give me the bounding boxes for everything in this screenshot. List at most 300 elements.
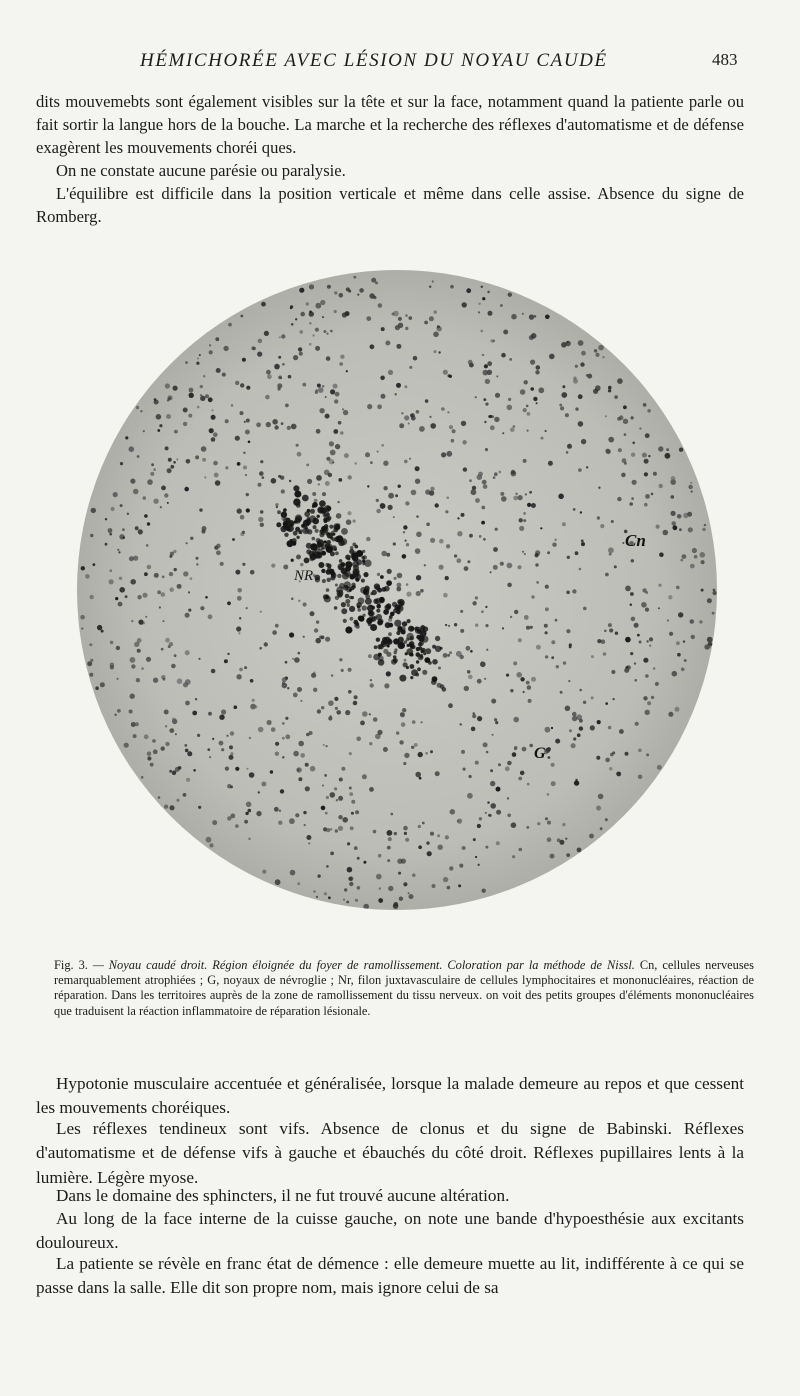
stained-cell <box>568 680 570 682</box>
stained-cell <box>555 539 557 541</box>
stained-cell <box>527 430 529 432</box>
stained-cell <box>161 592 166 597</box>
stained-cell <box>381 551 387 557</box>
stained-cell <box>481 661 483 663</box>
stained-cell <box>305 763 309 767</box>
stained-cell <box>479 535 482 538</box>
cluster-cell <box>399 675 406 682</box>
stained-cell <box>512 752 517 757</box>
stained-cell <box>295 318 297 320</box>
stained-cell <box>277 387 280 390</box>
stained-cell <box>113 492 118 497</box>
stained-cell <box>282 737 285 740</box>
stained-cell <box>432 280 434 282</box>
stained-cell <box>658 607 660 609</box>
stained-cell <box>339 362 343 366</box>
stained-cell <box>369 713 371 715</box>
stained-cell <box>363 861 366 864</box>
stained-cell <box>690 619 695 624</box>
stained-cell <box>213 432 218 437</box>
stained-cell <box>246 493 249 496</box>
stained-cell <box>330 330 333 333</box>
stained-cell <box>548 756 551 759</box>
stained-cell <box>302 383 306 387</box>
stained-cell <box>337 501 339 503</box>
stained-cell <box>377 573 380 576</box>
stained-cell <box>713 591 717 595</box>
stained-cell <box>193 769 196 772</box>
stained-cell <box>480 330 483 333</box>
stained-cell <box>520 677 524 681</box>
stained-cell <box>200 394 202 396</box>
stained-cell <box>201 446 207 452</box>
stained-cell <box>282 682 285 685</box>
cluster-cell <box>344 581 351 588</box>
stained-cell <box>452 429 456 433</box>
stained-cell <box>565 838 567 840</box>
stained-cell <box>619 729 624 734</box>
stained-cell <box>449 425 453 429</box>
stained-cell <box>105 518 107 520</box>
stained-cell <box>87 661 92 666</box>
stained-cell <box>281 334 285 338</box>
stained-cell <box>547 837 552 842</box>
stained-cell <box>211 409 213 411</box>
stained-cell <box>481 610 484 613</box>
stained-cell <box>518 777 522 781</box>
stained-cell <box>215 337 219 341</box>
cluster-cell <box>355 622 359 626</box>
stained-cell <box>475 596 478 599</box>
stained-cell <box>608 547 614 553</box>
stained-cell <box>409 366 412 369</box>
stained-cell <box>343 899 345 901</box>
stained-cell <box>225 767 229 771</box>
stained-cell <box>350 826 354 830</box>
stained-cell <box>529 491 532 494</box>
stained-cell <box>566 591 570 595</box>
stained-cell <box>168 458 172 462</box>
stained-cell <box>257 352 262 357</box>
stained-cell <box>208 712 212 716</box>
cluster-cell <box>347 604 350 607</box>
stained-cell <box>567 444 572 449</box>
stained-cell <box>502 432 504 434</box>
stained-cell <box>551 640 555 644</box>
stained-cell <box>623 405 627 409</box>
stained-cell <box>644 472 648 476</box>
stained-cell <box>490 571 492 573</box>
stained-cell <box>219 715 224 720</box>
cluster-cell <box>362 614 365 617</box>
stained-cell <box>378 898 383 903</box>
stained-cell <box>540 527 542 529</box>
stained-cell <box>406 592 411 597</box>
stained-cell <box>527 412 531 416</box>
cluster-cell <box>349 574 353 578</box>
caption-text: Cn, cellules nerveuses remarquablement atrophiées ; G, noyaux de névroglie ; Nr, filon juxtavasculaire de cellules lymphocitaires et mononucléaires, réaction de réparation. Dans les territoires auprès de la zone de ramollissement du tissu nerveux. on voit des petits groupes d'éléments mononucléaires que traduisent la réaction inflammatoire de réparation lésionale. <box>54 958 754 1018</box>
stained-cell <box>509 358 512 361</box>
stained-cell <box>598 794 604 800</box>
stained-cell <box>405 540 407 542</box>
stained-cell <box>309 322 311 324</box>
stained-cell <box>303 636 305 638</box>
stained-cell <box>127 513 129 515</box>
stained-cell <box>247 768 249 770</box>
cluster-cell <box>312 544 316 548</box>
stained-cell <box>458 884 461 887</box>
stained-cell <box>512 855 515 858</box>
stained-cell <box>246 419 250 423</box>
stained-cell <box>381 444 384 447</box>
stained-cell <box>147 522 150 525</box>
stained-cell <box>300 330 304 334</box>
stained-cell <box>169 587 174 592</box>
cluster-cell <box>345 594 350 599</box>
stained-cell <box>549 354 555 360</box>
cluster-cell <box>378 659 385 666</box>
stained-cell <box>400 712 405 717</box>
stained-cell <box>189 388 194 393</box>
stained-cell <box>288 375 292 379</box>
stained-cell <box>538 387 544 393</box>
stained-cell <box>614 395 618 399</box>
stained-cell <box>490 781 495 786</box>
stained-cell <box>214 473 219 478</box>
stained-cell <box>296 444 299 447</box>
stained-cell <box>138 620 143 625</box>
stained-cell <box>469 775 472 778</box>
stained-cell <box>167 395 172 400</box>
stained-cell <box>357 886 361 890</box>
stained-cell <box>154 573 159 578</box>
cluster-cell <box>322 579 326 583</box>
stained-cell <box>282 722 285 725</box>
cluster-cell <box>356 559 362 565</box>
stained-cell <box>494 472 498 476</box>
stained-cell <box>370 461 373 464</box>
stained-cell <box>334 291 337 294</box>
stained-cell <box>611 670 615 674</box>
stained-cell <box>422 822 425 825</box>
stained-cell <box>129 556 134 561</box>
stained-cell <box>387 569 392 574</box>
stained-cell <box>566 451 569 454</box>
stained-cell <box>161 648 164 651</box>
stained-cell <box>349 787 352 790</box>
cluster-cell <box>345 599 350 604</box>
stained-cell <box>186 459 191 464</box>
stained-cell <box>477 679 482 684</box>
stained-cell <box>434 350 437 353</box>
stained-cell <box>336 710 341 715</box>
stained-cell <box>631 416 634 419</box>
cluster-cell <box>316 552 323 559</box>
stained-cell <box>351 812 354 815</box>
stained-cell <box>199 354 201 356</box>
stained-cell <box>501 353 506 358</box>
stained-cell <box>500 304 503 307</box>
stained-cell <box>220 562 224 566</box>
stained-cell <box>388 886 393 891</box>
stained-cell <box>581 542 585 546</box>
stained-cell <box>424 564 426 566</box>
stained-cell <box>328 716 332 720</box>
cluster-cell <box>276 522 281 527</box>
stained-cell <box>303 602 307 606</box>
cluster-cell <box>363 572 368 577</box>
stained-cell <box>485 624 488 627</box>
cluster-cell <box>345 566 351 572</box>
stained-cell <box>573 508 576 511</box>
stained-cell <box>292 658 294 660</box>
stained-cell <box>120 462 123 465</box>
stained-cell <box>291 597 294 600</box>
stained-cell <box>510 689 513 692</box>
stained-cell <box>313 672 315 674</box>
stained-cell <box>370 679 372 681</box>
stained-cell <box>324 892 327 895</box>
stained-cell <box>659 484 663 488</box>
stained-cell <box>314 499 318 503</box>
stained-cell <box>507 761 512 766</box>
stained-cell <box>200 396 205 401</box>
stained-cell <box>429 490 434 495</box>
stained-cell <box>267 374 272 379</box>
stained-cell <box>354 846 358 850</box>
stained-cell <box>403 531 405 533</box>
stained-cell <box>638 775 643 780</box>
cluster-cell <box>352 543 356 547</box>
stained-cell <box>630 604 632 606</box>
stained-cell <box>254 705 257 708</box>
cluster-cell <box>318 562 324 568</box>
stained-cell <box>165 742 169 746</box>
stained-cell <box>478 303 480 305</box>
stained-cell <box>651 696 654 699</box>
cluster-cell <box>371 606 375 610</box>
stained-cell <box>169 805 174 810</box>
stained-cell <box>496 841 500 845</box>
stained-cell <box>629 502 633 506</box>
stained-cell <box>293 693 298 698</box>
stained-cell <box>449 866 453 870</box>
stained-cell <box>153 678 158 683</box>
stained-cell <box>383 486 387 490</box>
stained-cell <box>313 890 315 892</box>
stained-cell <box>408 423 410 425</box>
stained-cell <box>642 453 647 458</box>
stained-cell <box>446 496 449 499</box>
stained-cell <box>495 393 500 398</box>
stained-cell <box>515 493 517 495</box>
stained-cell <box>393 542 396 545</box>
stained-cell <box>507 405 513 411</box>
stained-cell <box>311 673 316 678</box>
cluster-cell <box>362 560 365 563</box>
stained-cell <box>100 682 105 687</box>
cluster-cell <box>341 608 347 614</box>
stained-cell <box>684 659 687 662</box>
cluster-cell <box>361 579 365 583</box>
stained-cell <box>157 590 161 594</box>
stained-cell <box>457 517 459 519</box>
stained-cell <box>326 745 328 747</box>
stained-cell <box>306 302 309 305</box>
cluster-cell <box>330 576 335 581</box>
stained-cell <box>665 453 671 459</box>
stained-cell <box>124 743 129 748</box>
cluster-cell <box>370 624 377 631</box>
stained-cell <box>597 516 600 519</box>
cluster-cell <box>327 567 332 572</box>
cluster-cell <box>325 594 328 597</box>
caption-italic: — Noyau caudé droit. Région éloignée du foyer de ramollissement. Coloration par la méthode de Nissl. <box>92 958 635 972</box>
stained-cell <box>530 360 535 365</box>
stained-cell <box>498 763 501 766</box>
stained-cell <box>503 330 508 335</box>
stained-cell <box>306 464 309 467</box>
cluster-cell <box>386 580 392 586</box>
cluster-cell <box>378 653 382 657</box>
stained-cell <box>535 370 539 374</box>
stained-cell <box>429 286 431 288</box>
stained-cell <box>133 556 138 561</box>
stained-cell <box>252 699 255 702</box>
cluster-cell <box>315 529 319 533</box>
stained-cell <box>631 559 634 562</box>
stained-cell <box>537 822 540 825</box>
stained-cell <box>185 679 191 685</box>
stained-cell <box>475 856 477 858</box>
stained-cell <box>388 837 392 841</box>
stained-cell <box>643 696 647 700</box>
stained-cell <box>492 734 494 736</box>
stained-cell <box>249 772 255 778</box>
stained-cell <box>671 521 676 526</box>
stained-cell <box>488 814 491 817</box>
stained-cell <box>219 741 224 746</box>
stained-cell <box>545 817 548 820</box>
cluster-cell <box>405 652 408 655</box>
stained-cell <box>346 519 352 525</box>
stained-cell <box>415 466 420 471</box>
cluster-cell <box>375 598 382 605</box>
stained-cell <box>324 774 327 777</box>
cluster-cell <box>296 536 299 539</box>
stained-cell <box>707 645 711 649</box>
cluster-cell <box>432 659 438 665</box>
stained-cell <box>490 425 495 430</box>
stained-cell <box>166 414 171 419</box>
stained-cell <box>669 632 673 636</box>
stained-cell <box>390 813 393 816</box>
stained-cell <box>485 606 487 608</box>
stained-cell <box>552 543 556 547</box>
stained-cell <box>158 796 161 799</box>
stained-cell <box>477 824 481 828</box>
stained-cell <box>536 645 541 650</box>
cluster-cell <box>383 637 390 644</box>
stained-cell <box>559 404 562 407</box>
stained-cell <box>236 626 241 631</box>
stained-cell <box>560 691 563 694</box>
stained-cell <box>500 562 504 566</box>
stained-cell <box>413 356 418 361</box>
stained-cell <box>329 441 334 446</box>
cluster-cell <box>394 648 397 651</box>
stained-cell <box>399 423 404 428</box>
stained-cell <box>485 379 490 384</box>
stained-cell <box>345 311 350 316</box>
cluster-cell <box>378 621 381 624</box>
stained-cell <box>196 563 198 565</box>
stained-cell <box>405 838 409 842</box>
stained-cell <box>447 374 450 377</box>
stained-cell <box>688 527 693 532</box>
stained-cell <box>326 828 330 832</box>
stained-cell <box>464 686 469 691</box>
stained-cell <box>609 628 613 632</box>
stained-cell <box>510 427 515 432</box>
cluster-cell <box>376 638 380 642</box>
stained-cell <box>572 589 576 593</box>
stained-cell <box>460 610 463 613</box>
page-number: 483 <box>712 50 738 69</box>
stained-cell <box>116 646 120 650</box>
cluster-cell <box>313 525 317 529</box>
stained-cell <box>229 745 233 749</box>
cluster-cell <box>332 533 335 536</box>
stained-cell <box>258 791 260 793</box>
stained-cell <box>298 652 301 655</box>
stained-cell <box>209 843 213 847</box>
stained-cell <box>144 514 148 518</box>
stained-cell <box>482 889 486 893</box>
stained-cell <box>183 571 188 576</box>
stained-cell <box>192 711 197 716</box>
stained-cell <box>274 364 280 370</box>
stained-cell <box>707 637 713 643</box>
stained-cell <box>110 569 113 572</box>
stained-cell <box>291 323 294 326</box>
cluster-cell <box>365 598 372 605</box>
stained-cell <box>266 370 271 375</box>
stained-cell <box>136 406 139 409</box>
stained-cell <box>197 734 200 737</box>
stained-cell <box>618 448 622 452</box>
stained-cell <box>572 712 577 717</box>
stained-cell <box>394 832 397 835</box>
stained-cell <box>589 834 594 839</box>
cluster-cell <box>418 654 424 660</box>
stained-cell <box>186 778 190 782</box>
stained-cell <box>246 386 250 390</box>
stained-cell <box>307 479 312 484</box>
stained-cell <box>632 442 635 445</box>
stained-cell <box>644 459 649 464</box>
stained-cell <box>165 725 168 728</box>
stained-cell <box>147 751 152 756</box>
stained-cell <box>646 753 649 756</box>
stained-cell <box>363 904 369 910</box>
stained-cell <box>475 624 478 627</box>
stained-cell <box>209 350 213 354</box>
stained-cell <box>416 410 420 414</box>
stained-cell <box>274 425 278 429</box>
paragraph-movements: dits mouvemebts sont également visibles sur la tête et sur la face, notamment quand la patiente parle ou fait sortir la langue hors de la bouche. La marche et la recherche des réflexes d'automatisme et de défense exagèrent les mouvements choréi ques. <box>36 92 744 157</box>
stained-cell <box>316 896 318 898</box>
